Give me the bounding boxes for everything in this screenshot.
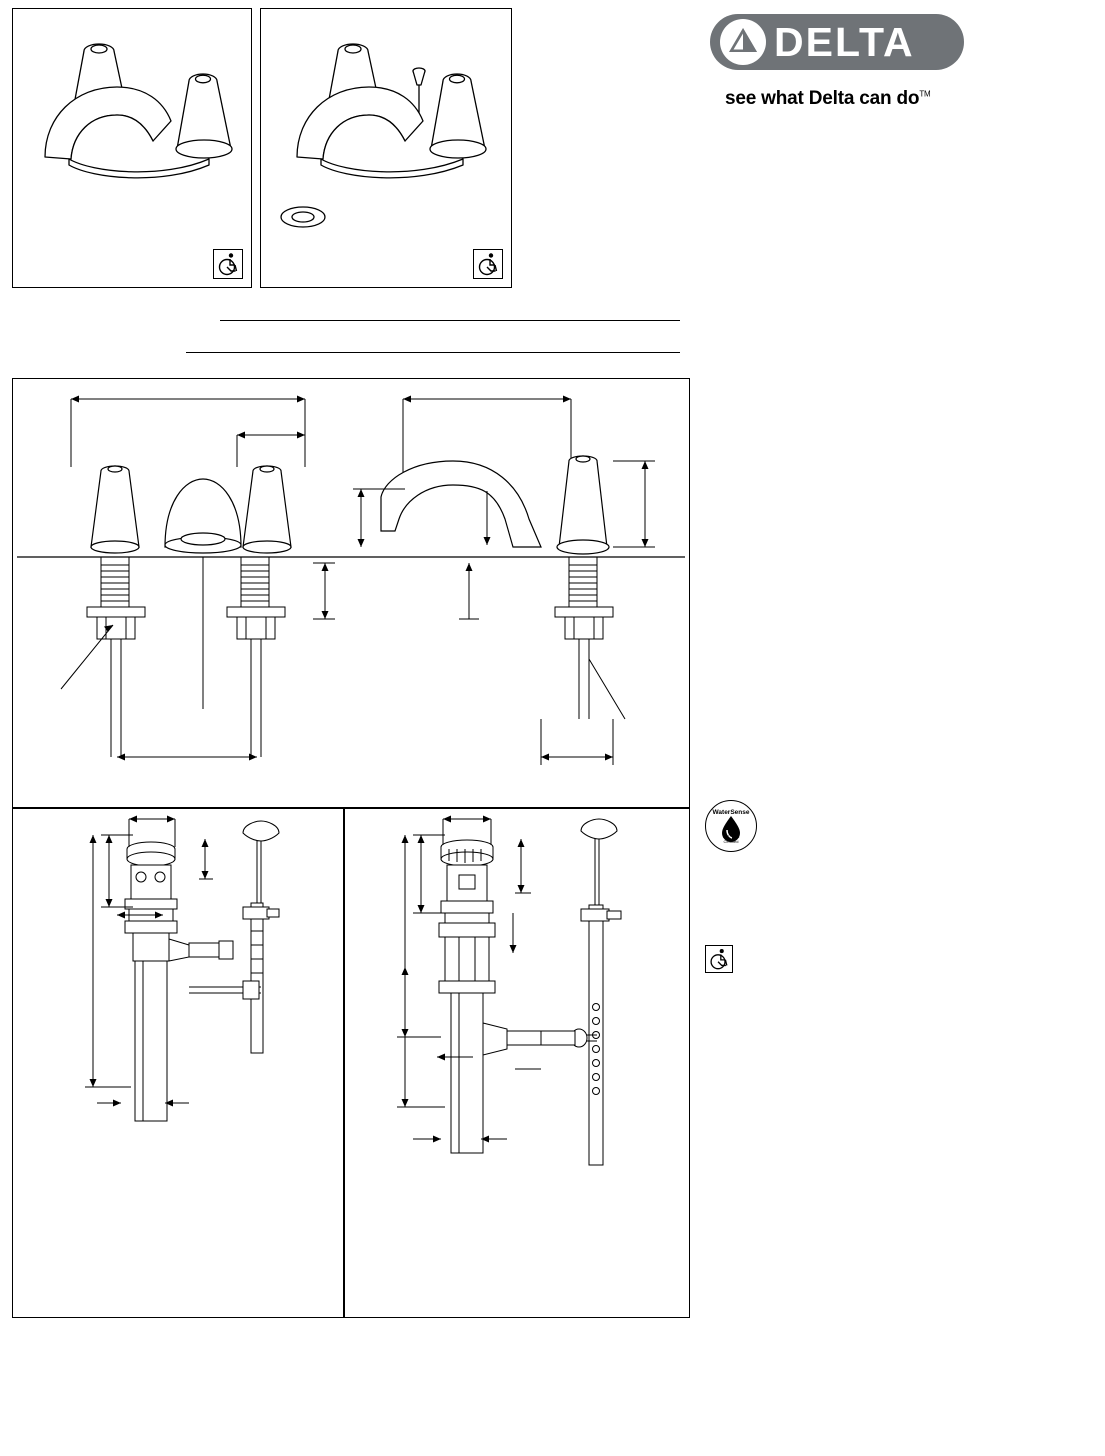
dimensional-specification-panel: [12, 378, 690, 1318]
watersense-droplet-icon: [705, 800, 757, 852]
popup-drain-drawing-right: [345, 807, 689, 1317]
ada-accessible-icon: [473, 249, 503, 279]
tagline-tm: TM: [919, 89, 931, 99]
brand-tagline: [725, 88, 965, 110]
product-box-faucet-plain: [12, 8, 252, 288]
watersense-certification-mark: [705, 800, 761, 856]
watersense-label: WaterSense: [712, 809, 750, 816]
watersense-sublabel: [705, 834, 757, 844]
product-image-panel: [12, 8, 512, 288]
faucet-illustration-with-popup: [261, 9, 511, 287]
title-rule-lower: [186, 352, 680, 353]
ada-accessible-icon: [213, 249, 243, 279]
product-box-faucet-with-popup: [260, 8, 512, 288]
delta-wordmark: DELTA: [774, 19, 915, 65]
faucet-dimension-drawing: [13, 379, 689, 807]
delta-triangle-icon: [720, 19, 766, 65]
tagline-text: see what Delta can do: [725, 88, 920, 109]
faucet-illustration-plain: [13, 9, 251, 287]
ada-accessible-icon: [705, 945, 733, 973]
watersense-sub-1: U.S. EPA: [722, 834, 740, 839]
watersense-sub-2: Certified: [723, 839, 739, 844]
delta-logo: [710, 14, 970, 74]
registered-mark: ®: [959, 56, 966, 66]
title-rule-upper: [220, 320, 680, 321]
popup-drain-drawing-left: [13, 807, 343, 1317]
